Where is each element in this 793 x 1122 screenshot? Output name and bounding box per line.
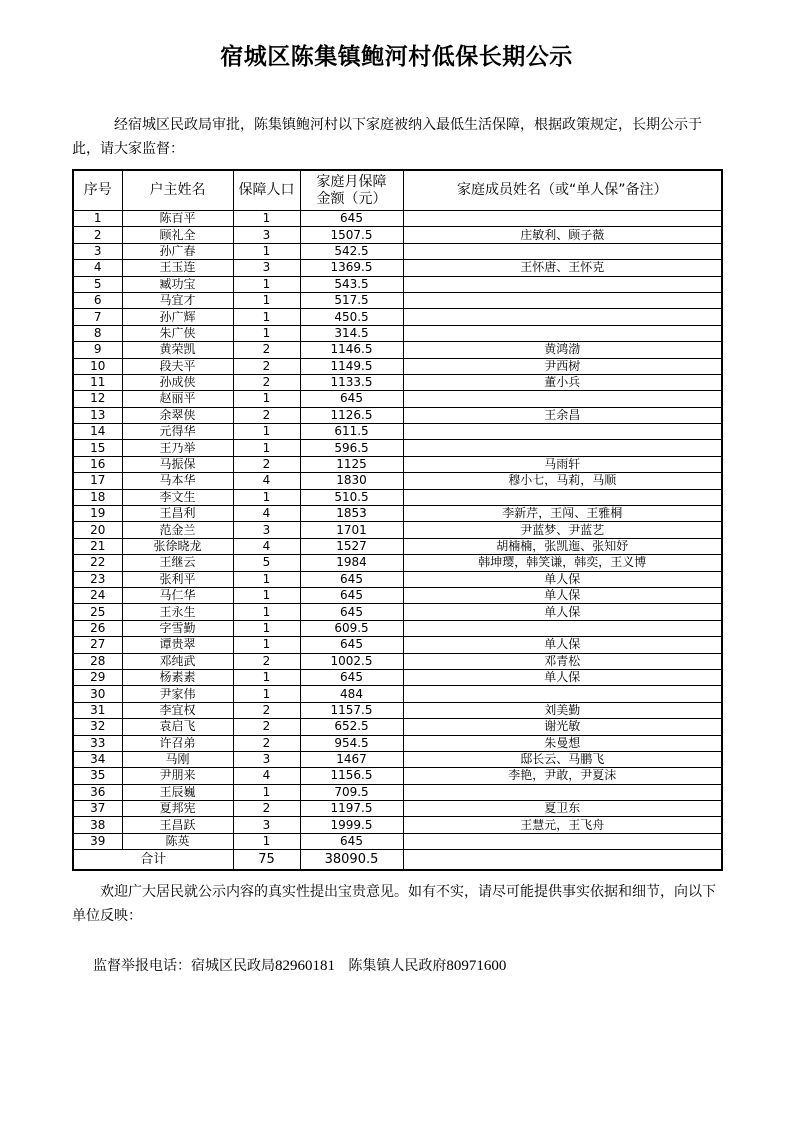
cell-name: 王玉连: [122, 260, 233, 276]
cell-people: 3: [233, 227, 300, 243]
table-row: [73, 211, 722, 227]
cell-name: 马本华: [122, 473, 233, 489]
contact-phone2: 80971600: [446, 958, 507, 974]
cell-amount: 611.5: [300, 424, 403, 440]
cell-name: 尹朋来: [122, 768, 233, 784]
table-row: [73, 768, 722, 784]
cell-amount: 1701: [300, 522, 403, 538]
cell-people: 1: [233, 686, 300, 702]
cell-people: 1: [233, 424, 300, 440]
cell-name: 臧功宝: [122, 276, 233, 292]
cell-members: [403, 440, 722, 456]
cell-people: 4: [233, 538, 300, 554]
cell-members: [403, 243, 722, 259]
cell-members: 穆小七，马莉，马顺: [403, 473, 722, 489]
cell-name: 陈英: [122, 833, 233, 849]
cell-no: 36: [73, 784, 122, 800]
cell-people: 1: [233, 784, 300, 800]
cell-people: 4: [233, 506, 300, 522]
cell-name: 段夫平: [122, 358, 233, 374]
cell-people: 2: [233, 407, 300, 423]
cell-no: 32: [73, 719, 122, 735]
cell-amount: 1369.5: [300, 260, 403, 276]
cell-amount: 1146.5: [300, 342, 403, 358]
table-row: [73, 604, 722, 620]
cell-name: 张利平: [122, 571, 233, 587]
table-row: [73, 260, 722, 276]
cell-no: 9: [73, 342, 122, 358]
cell-people: 1: [233, 276, 300, 292]
table-row: [73, 620, 722, 636]
cell-people: 1: [233, 587, 300, 603]
table-header-row: [73, 170, 722, 211]
cell-amount: 1853: [300, 506, 403, 522]
cell-people: 1: [233, 325, 300, 341]
cell-no: 23: [73, 571, 122, 587]
cell-members: 谢光敏: [403, 719, 722, 735]
cell-name: 尹家伟: [122, 686, 233, 702]
cell-members: [403, 833, 722, 849]
cell-members: 单人保: [403, 669, 722, 685]
cell-no: 2: [73, 227, 122, 243]
cell-name: 顾礼全: [122, 227, 233, 243]
cell-no: 24: [73, 587, 122, 603]
table-row: [73, 719, 722, 735]
cell-members: [403, 325, 722, 341]
table-row: [73, 456, 722, 472]
contact-prefix: 监督举报电话：: [93, 958, 191, 974]
cell-amount: 954.5: [300, 735, 403, 751]
total-people: 75: [233, 850, 300, 871]
cell-people: 2: [233, 374, 300, 390]
cell-members: 朱曼想: [403, 735, 722, 751]
cell-members: [403, 276, 722, 292]
cell-amount: 1157.5: [300, 702, 403, 718]
table-row: [73, 342, 722, 358]
table-row: [73, 506, 722, 522]
cell-members: 尹蓝梦、尹蓝艺: [403, 522, 722, 538]
cell-name: 陈百平: [122, 211, 233, 227]
cell-people: 1: [233, 489, 300, 505]
cell-name: 孙广春: [122, 243, 233, 259]
cell-no: 37: [73, 801, 122, 817]
cell-amount: 543.5: [300, 276, 403, 292]
header-name: 户主姓名: [122, 170, 233, 211]
cell-amount: 645: [300, 833, 403, 849]
cell-name: 王继云: [122, 555, 233, 571]
cell-no: 25: [73, 604, 122, 620]
cell-no: 1: [73, 211, 122, 227]
cell-members: 庄敏利、顾子薇: [403, 227, 722, 243]
cell-amount: 645: [300, 637, 403, 653]
table-row: [73, 391, 722, 407]
table-row: [73, 686, 722, 702]
cell-no: 14: [73, 424, 122, 440]
cell-name: 袁启飞: [122, 719, 233, 735]
cell-name: 黄荣凯: [122, 342, 233, 358]
total-members: [403, 850, 722, 871]
cell-members: 夏卫东: [403, 801, 722, 817]
cell-name: 马振保: [122, 456, 233, 472]
table-row: [73, 653, 722, 669]
cell-no: 15: [73, 440, 122, 456]
table-row: [73, 637, 722, 653]
subsidy-table: [72, 169, 723, 871]
cell-name: 余翠侠: [122, 407, 233, 423]
cell-members: 邓青松: [403, 653, 722, 669]
cell-name: 许召弟: [122, 735, 233, 751]
cell-no: 8: [73, 325, 122, 341]
cell-name: 邓纯武: [122, 653, 233, 669]
cell-name: 王永生: [122, 604, 233, 620]
cell-amount: 652.5: [300, 719, 403, 735]
cell-members: [403, 620, 722, 636]
cell-members: 王怀唐、王怀克: [403, 260, 722, 276]
cell-people: 1: [233, 620, 300, 636]
cell-no: 7: [73, 309, 122, 325]
cell-no: 17: [73, 473, 122, 489]
cell-members: [403, 424, 722, 440]
cell-name: 王辰巍: [122, 784, 233, 800]
table-row: [73, 522, 722, 538]
cell-amount: 1467: [300, 751, 403, 767]
cell-amount: 1002.5: [300, 653, 403, 669]
table-row: [73, 358, 722, 374]
cell-amount: 1999.5: [300, 817, 403, 833]
cell-members: 马雨轩: [403, 456, 722, 472]
table-row: [73, 292, 722, 308]
cell-people: 1: [233, 292, 300, 308]
cell-no: 6: [73, 292, 122, 308]
cell-name: 王昌利: [122, 506, 233, 522]
intro-paragraph: 经宿城区民政局审批，陈集镇鲍河村以下家庭被纳入最低生活保障，根据政策规定，长期公示于此，请大家监督：: [72, 117, 702, 157]
contact-org1: 宿城区民政局: [191, 958, 275, 974]
cell-members: 王慧元，王飞舟: [403, 817, 722, 833]
table-row: [73, 735, 722, 751]
cell-amount: 645: [300, 571, 403, 587]
cell-no: 18: [73, 489, 122, 505]
cell-no: 33: [73, 735, 122, 751]
cell-name: 字雪勤: [122, 620, 233, 636]
cell-no: 26: [73, 620, 122, 636]
cell-no: 20: [73, 522, 122, 538]
table-row: [73, 407, 722, 423]
cell-people: 3: [233, 522, 300, 538]
table-row: [73, 571, 722, 587]
feedback-note: 欢迎广大居民就公示内容的真实性提出宝贵意见。如有不实，请尽可能提供事实依据和细节，向以下单位反映：: [72, 884, 716, 924]
header-amount: [300, 170, 403, 211]
cell-no: 11: [73, 374, 122, 390]
cell-members: 胡楠楠，张凯迤、张知妤: [403, 538, 722, 554]
cell-no: 10: [73, 358, 122, 374]
cell-name: 元得华: [122, 424, 233, 440]
cell-members: 董小兵: [403, 374, 722, 390]
cell-name: 朱广侠: [122, 325, 233, 341]
table-row: [73, 702, 722, 718]
cell-no: 34: [73, 751, 122, 767]
table-row: [73, 374, 722, 390]
cell-amount: 645: [300, 587, 403, 603]
cell-no: 5: [73, 276, 122, 292]
cell-no: 28: [73, 653, 122, 669]
cell-amount: 645: [300, 391, 403, 407]
cell-name: 孙广辉: [122, 309, 233, 325]
cell-amount: 645: [300, 604, 403, 620]
table-row: [73, 587, 722, 603]
cell-people: 1: [233, 669, 300, 685]
table-row: [73, 489, 722, 505]
cell-people: 4: [233, 768, 300, 784]
cell-people: 2: [233, 719, 300, 735]
cell-no: 30: [73, 686, 122, 702]
table-row: [73, 669, 722, 685]
cell-amount: 484: [300, 686, 403, 702]
cell-amount: 1149.5: [300, 358, 403, 374]
cell-people: 1: [233, 440, 300, 456]
cell-people: 1: [233, 391, 300, 407]
cell-members: [403, 489, 722, 505]
cell-members: [403, 686, 722, 702]
cell-people: 1: [233, 833, 300, 849]
cell-amount: 709.5: [300, 784, 403, 800]
cell-no: 22: [73, 555, 122, 571]
header-people: 保障人口: [233, 170, 300, 211]
cell-amount: 1984: [300, 555, 403, 571]
cell-no: 35: [73, 768, 122, 784]
cell-people: 1: [233, 637, 300, 653]
cell-name: 杨素素: [122, 669, 233, 685]
header-amount-line1: 家庭月保障: [316, 173, 387, 190]
cell-people: 2: [233, 456, 300, 472]
table-total-row: [73, 850, 722, 871]
cell-no: 29: [73, 669, 122, 685]
cell-people: 1: [233, 243, 300, 259]
cell-name: 张徐晓龙: [122, 538, 233, 554]
table-row: [73, 801, 722, 817]
cell-members: [403, 784, 722, 800]
cell-no: 27: [73, 637, 122, 653]
cell-members: 李新芹，王闯、王雅桐: [403, 506, 722, 522]
cell-people: 3: [233, 817, 300, 833]
cell-amount: 542.5: [300, 243, 403, 259]
contact-phone1: 82960181: [275, 958, 335, 974]
cell-members: 邸长云、马鹏飞: [403, 751, 722, 767]
cell-name: 赵丽平: [122, 391, 233, 407]
cell-people: 1: [233, 571, 300, 587]
cell-name: 马宜才: [122, 292, 233, 308]
cell-members: 单人保: [403, 587, 722, 603]
contact-line: [93, 955, 506, 977]
cell-members: 王余昌: [403, 407, 722, 423]
table-row: [73, 751, 722, 767]
header-no: 序号: [73, 170, 122, 211]
cell-no: 12: [73, 391, 122, 407]
cell-amount: 645: [300, 669, 403, 685]
cell-amount: 1197.5: [300, 801, 403, 817]
cell-people: 1: [233, 604, 300, 620]
table-row: [73, 784, 722, 800]
cell-name: 夏邦宪: [122, 801, 233, 817]
table-row: [73, 440, 722, 456]
cell-amount: 510.5: [300, 489, 403, 505]
header-members: 家庭成员姓名（或“单人保”备注）: [403, 170, 722, 211]
table-row: [73, 473, 722, 489]
cell-people: 2: [233, 653, 300, 669]
table-row: [73, 325, 722, 341]
cell-people: 2: [233, 735, 300, 751]
cell-amount: 1126.5: [300, 407, 403, 423]
cell-no: 31: [73, 702, 122, 718]
cell-people: 2: [233, 702, 300, 718]
cell-people: 1: [233, 211, 300, 227]
cell-people: 1: [233, 309, 300, 325]
cell-members: [403, 309, 722, 325]
cell-members: [403, 211, 722, 227]
cell-amount: 450.5: [300, 309, 403, 325]
cell-name: 王昌跃: [122, 817, 233, 833]
cell-people: 5: [233, 555, 300, 571]
cell-members: 黄鸿渤: [403, 342, 722, 358]
cell-no: 19: [73, 506, 122, 522]
cell-no: 21: [73, 538, 122, 554]
cell-no: 4: [73, 260, 122, 276]
cell-people: 3: [233, 260, 300, 276]
cell-amount: 1507.5: [300, 227, 403, 243]
cell-people: 2: [233, 342, 300, 358]
cell-no: 13: [73, 407, 122, 423]
cell-no: 16: [73, 456, 122, 472]
table-body: [73, 211, 722, 871]
cell-name: 马仁华: [122, 587, 233, 603]
cell-people: 2: [233, 358, 300, 374]
cell-no: 3: [73, 243, 122, 259]
total-amount: 38090.5: [300, 850, 403, 871]
cell-amount: 1133.5: [300, 374, 403, 390]
cell-people: 2: [233, 801, 300, 817]
cell-name: 马刚: [122, 751, 233, 767]
cell-amount: 1527: [300, 538, 403, 554]
cell-members: [403, 391, 722, 407]
cell-members: [403, 292, 722, 308]
cell-people: 4: [233, 473, 300, 489]
cell-people: 3: [233, 751, 300, 767]
cell-members: 韩坤璎，韩笑谦，韩奕，王义博: [403, 555, 722, 571]
cell-members: 单人保: [403, 571, 722, 587]
cell-name: 王乃举: [122, 440, 233, 456]
table-row: [73, 424, 722, 440]
table-row: [73, 309, 722, 325]
total-label: 合计: [73, 850, 233, 871]
cell-name: 范金兰: [122, 522, 233, 538]
cell-name: 孙成侠: [122, 374, 233, 390]
table-row: [73, 276, 722, 292]
header-amount-line2: 金额（元）: [316, 190, 387, 207]
cell-name: 谭贵翠: [122, 637, 233, 653]
contact-org2: 陈集镇人民政府: [348, 958, 447, 974]
cell-members: 单人保: [403, 637, 722, 653]
cell-no: 39: [73, 833, 122, 849]
cell-amount: 609.5: [300, 620, 403, 636]
cell-no: 38: [73, 817, 122, 833]
table-row: [73, 227, 722, 243]
cell-members: 李艳，尹敢，尹夏沫: [403, 768, 722, 784]
cell-amount: 517.5: [300, 292, 403, 308]
cell-amount: 596.5: [300, 440, 403, 456]
cell-members: 单人保: [403, 604, 722, 620]
cell-name: 李文生: [122, 489, 233, 505]
table-row: [73, 833, 722, 849]
cell-amount: 314.5: [300, 325, 403, 341]
page-title: 宿城区陈集镇鲍河村低保长期公示: [220, 43, 573, 70]
cell-amount: 645: [300, 211, 403, 227]
cell-members: 尹西树: [403, 358, 722, 374]
table-row: [73, 555, 722, 571]
cell-name: 李宜权: [122, 702, 233, 718]
table-row: [73, 538, 722, 554]
table-row: [73, 817, 722, 833]
cell-members: 刘美勤: [403, 702, 722, 718]
cell-amount: 1830: [300, 473, 403, 489]
table-row: [73, 243, 722, 259]
cell-amount: 1125: [300, 456, 403, 472]
cell-amount: 1156.5: [300, 768, 403, 784]
